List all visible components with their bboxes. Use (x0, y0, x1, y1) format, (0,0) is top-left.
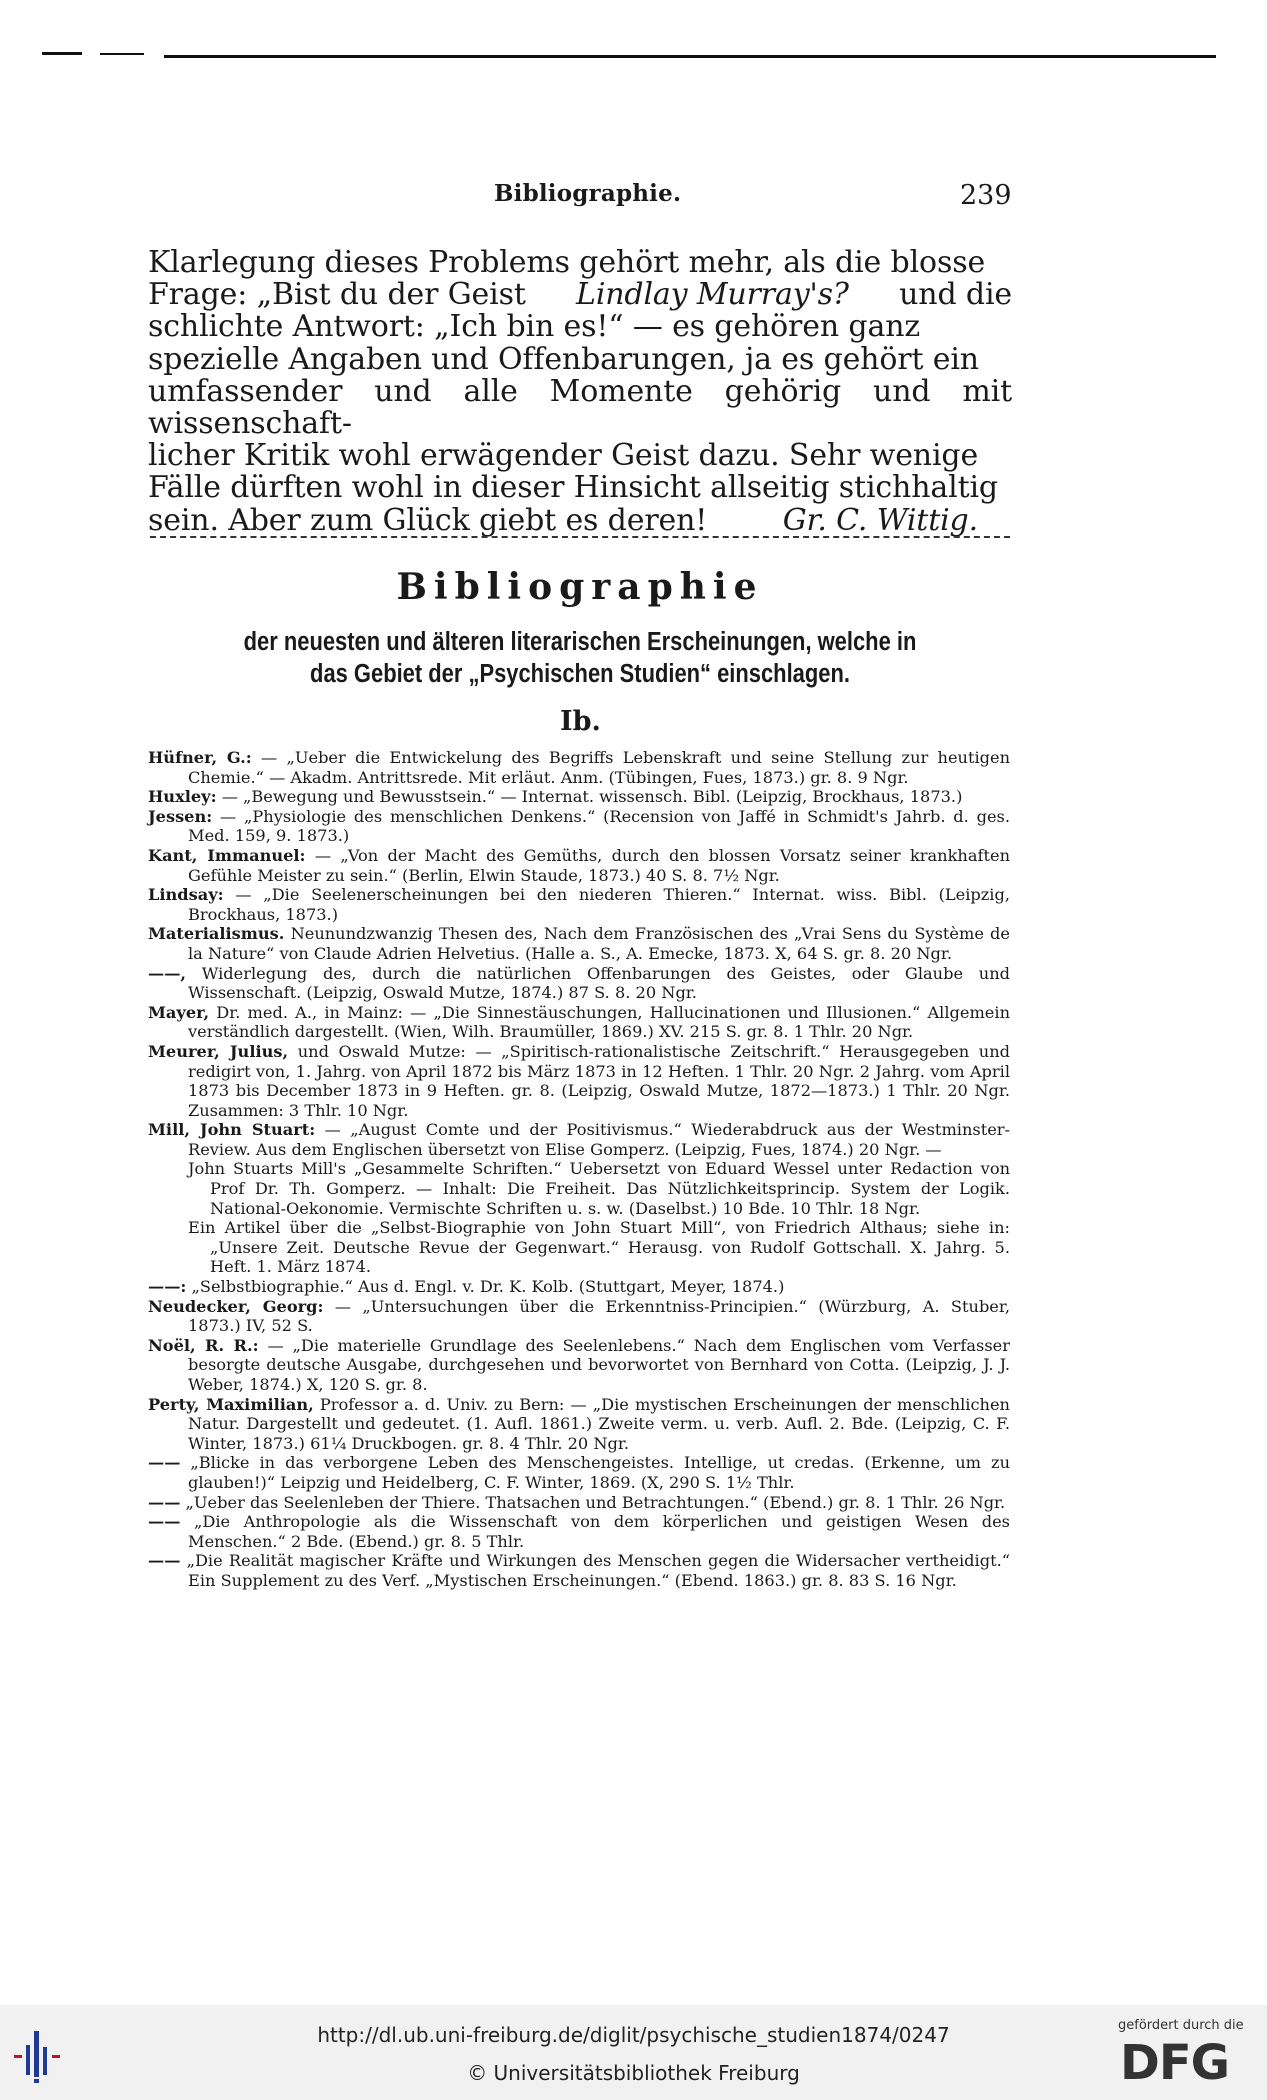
bibliography-entry (148, 1551, 1010, 1590)
entry-author: —— (148, 1512, 181, 1532)
bibliography-entry (148, 964, 1010, 1003)
bibliography-entry (148, 1512, 1010, 1551)
entry-author: Perty, Maximilian, (148, 1394, 314, 1414)
bibliography-entry (148, 807, 1010, 846)
entry-text: — „Physiologie des menschlichen Denkens.“ (Recension von Jaffé in Schmidt's Jahrb. d. ges. Med. 159, 9. 1873.) (188, 806, 1010, 846)
entry-author: Mill, John Stuart: (148, 1120, 316, 1140)
bibliography-subtitle: der neuesten und älteren literarischen Erscheinungen, welche in das Gebiet der „Psychischen Studien“ einschlagen. (243, 628, 917, 688)
signature: Gr. C. Wittig. (782, 502, 978, 538)
bibliography-entry (148, 1277, 1010, 1297)
intro-paragraph (148, 247, 1012, 537)
bibliography-entry (148, 1042, 1010, 1120)
bibliography-entry (148, 924, 1010, 963)
bibliography-entry (148, 1120, 1010, 1159)
entry-author: —— (148, 1453, 181, 1473)
entry-text: — „Von der Macht des Gemüths, durch den blossen Vorsatz seiner krankhaften Gefühle Meister zu sein.“ (Berlin, Elwin Staude, 1873.) 40 S. 8. 7½ Ngr. (188, 845, 1010, 885)
entry-text: Neunundzwanzig Thesen des, Nach dem Französischen des „Vrai Sens du Système de la Nature“ von Claude Adrien Helvetius. (Halle a. S., A. Emecke, 1873. X, 64 S. gr. 8. 20 Ngr. (188, 924, 1010, 963)
entry-text: Dr. med. A., in Mainz: — „Die Sinnestäuschungen, Hallucinationen und Illusionen.“ Allgemein verständlich dargestellt. (Wien, Wilh. Braumüller, 1869.) XV. 215 S. gr. 8. 1 Thlr. 20 Ngr. (188, 1002, 1010, 1042)
entry-text: „Die Anthropologie als die Wissenschaft von dem körperlichen und geistigen Wesen des Menschen.“ 2 Bde. (Ebend.) gr. 8. 5 Thlr. (180, 1512, 1010, 1551)
section-label: Ib. (560, 706, 601, 737)
entry-author: ——: (148, 1277, 187, 1297)
entry-author: Neudecker, Georg: (148, 1296, 324, 1316)
entry-author: Hüfner, G.: (148, 748, 252, 767)
text-line: licher Kritik wohl erwägender Geist dazu. Sehr wenige (148, 438, 979, 474)
entry-author: Lindsay: (148, 885, 224, 905)
text-line: umfassender und alle Momente gehörig und mit wissenschaft- (148, 373, 1012, 442)
entry-author: Huxley: (148, 787, 217, 807)
bibliography-entries (148, 748, 1010, 1591)
top-rule (164, 55, 1216, 58)
text-line: Klarlegung dieses Problems gehört mehr, als die blosse (148, 245, 986, 280)
bibliography-entry (148, 1297, 1010, 1336)
text-line: Frage: „Bist du der Geist Lindlay Murray's? und die (148, 277, 1012, 313)
entry-text: John Stuarts Mill's „Gesammelte Schriften.“ Uebersetzt von Eduard Wessel unter Redaction von Prof Dr. Th. Gomperz. — Inhalt: Die Freiheit. Das Nützlichkeitsprincip. System der Logik. National-Oekonomie. Vermischte Schriften u. s. w. (Daselbst.) 10 Bde. 10 Thlr. 18 Ngr. (188, 1159, 1010, 1218)
section-divider (150, 536, 1010, 538)
bibliography-entry (148, 1336, 1010, 1395)
running-header: Bibliographie. (494, 180, 682, 207)
entry-text: „Selbstbiographie.“ Aus d. Engl. v. Dr. K. Kolb. (Stuttgart, Meyer, 1874.) (186, 1277, 785, 1297)
top-rule (100, 53, 144, 55)
text-line: spezielle Angaben und Offenbarungen, ja es gehört ein (148, 341, 979, 377)
bibliography-entry (148, 846, 1010, 885)
bibliography-entry (148, 1159, 1010, 1218)
entry-author: Kant, Immanuel: (148, 845, 306, 865)
entry-author: Materialismus. (148, 924, 285, 944)
entry-author: ——, (148, 963, 187, 983)
bibliography-entry (148, 1003, 1010, 1042)
entry-text: — „Die materielle Grundlage des Seelenlebens.“ Nach dem Englischen vom Verfasser besorgte deutsche Ausgabe, durchgesehen und bevorwortet von Bernhard von Cotta. (Leipzig, J. J. Weber, 1874.) X, 120 S. gr. 8. (188, 1335, 1010, 1394)
entry-author: Meurer, Julius, (148, 1041, 289, 1061)
bibliography-entry (148, 885, 1010, 924)
entry-author: Noël, R. R.: (148, 1335, 259, 1355)
entry-text: und Oswald Mutze: — „Spiritisch-rationalistische Zeitschrift.“ Herausgegeben und redigirt von, 1. Jahrg. von April 1872 bis März 1873 in 12 Heften. 1 Thlr. 20 Ngr. 2 Jahrg. vom April 1873 bis December 1873 in 9 Heften. gr. 8. (Leipzig, Oswald Mutze, 1872—1873.) 1 Thlr. 20 Ngr. Zusammen: 3 Thlr. 10 Ngr. (188, 1041, 1010, 1120)
top-rule (42, 52, 82, 55)
entry-text: — „Bewegung und Bewusstsein.“ — Internat. wissensch. Bibl. (Leipzig, Brockhaus, 1873.) (216, 787, 963, 807)
text-line: sein. Aber zum Glück giebt es deren! Gr. C. Wittig. (148, 505, 1012, 537)
dfg-logo: DFG (1120, 2035, 1230, 2091)
entry-author: Jessen: (148, 806, 213, 826)
entry-text: — „Die Seelenerscheinungen bei den niederen Thieren.“ Internat. wiss. Bibl. (Leipzig, Brockhaus, 1873.) (188, 885, 1010, 924)
bibliography-entry (148, 787, 1010, 807)
entry-text: Ein Artikel über die „Selbst-Biographie von John Stuart Mill“, von Friedrich Althaus; siehe in: „Unsere Zeit. Deutsche Revue der Gegenwart.“ Herausg. von Rudolf Gottschall. X. Jahrg. 5. Heft. 1. März 1874. (188, 1218, 1010, 1277)
entry-author: —— (148, 1492, 181, 1512)
entry-text: — „Untersuchungen über die Erkenntniss-Principien.“ (Würzburg, A. Stuber, 1873.) IV, 52 S. (188, 1296, 1010, 1336)
entry-text: — „Ueber die Entwickelung des Begriffs Lebenskraft und seine Stellung zur heutigen Chemie.“ — Akadm. Antrittsrede. Mit erläut. Anm. (Tübingen, Fues, 1873.) gr. 8. 9 Ngr. (188, 748, 1011, 787)
footer-bar (0, 2005, 1267, 2100)
entry-text: „Ueber das Seelenleben der Thiere. Thatsachen und Betrachtungen.“ (Ebend.) gr. 8. 1 Thlr. 26 Ngr. (180, 1492, 1006, 1512)
bibliography-entry (148, 1218, 1010, 1277)
text-line: schlichte Antwort: „Ich bin es!“ — es gehören ganz (148, 309, 921, 345)
entry-text: — „August Comte und der Positivismus.“ Wiederabdruck aus der Westminster-Review. Aus dem Englischen übersetzt von Elise Gomperz. (Leipzig, Fues, 1874.) 20 Ngr. — (188, 1120, 1010, 1159)
copyright: © Universitätsbibliothek Freiburg (467, 2061, 800, 2085)
entry-text: Widerlegung des, durch die natürlichen Offenbarungen des Geistes, oder Glaube und Wissenschaft. (Leipzig, Oswald Mutze, 1874.) 87 S. 8. 20 Ngr. (186, 963, 1010, 1003)
text-line: Fälle dürften wohl in dieser Hinsicht allseitig stichhaltig (148, 470, 998, 506)
page-number: 239 (960, 180, 1012, 211)
entry-text: Professor a. d. Univ. zu Bern: — „Die mystischen Erscheinungen der menschlichen Natur. Dargestellt und gedeutet. (1. Aufl. 1861.) Zweite verm. u. verb. Aufl. 2. Bde. (Leipzig, C. F. Winter, 1873.) 61¼ Druckbogen. gr. 8. 4 Thlr. 20 Ngr. (188, 1394, 1010, 1453)
bibliography-title: Bibliographie (396, 566, 764, 608)
entry-author: —— (148, 1551, 181, 1571)
funding-note: gefördert durch die (1118, 2018, 1244, 2033)
entry-author: Mayer, (148, 1002, 210, 1022)
entry-text: „Die Realität magischer Kräfte und Wirkungen des Menschen gegen die Widersacher vertheidigt.“ Ein Supplement zu des Verf. „Mystischen Erscheinungen.“ (Ebend. 1863.) gr. 8. 83 S. 16 Ngr. (180, 1551, 1010, 1590)
bibliography-entry (148, 748, 1010, 787)
bibliography-entry (148, 1453, 1010, 1492)
bibliography-entry (148, 1395, 1010, 1454)
source-url[interactable]: http://dl.ub.uni-freiburg.de/diglit/psychische_studien1874/0247 (317, 2023, 950, 2047)
entry-text: „Blicke in das verborgene Leben des Menschengeistes. Intellige, ut credas. (Erkenne, um zu glauben!)“ Leipzig und Heidelberg, C. F. Winter, 1869. (X, 290 S. 1½ Thlr. (180, 1453, 1010, 1492)
italic-name: Lindlay Murray's? (576, 277, 849, 313)
bibliography-entry (148, 1493, 1010, 1513)
